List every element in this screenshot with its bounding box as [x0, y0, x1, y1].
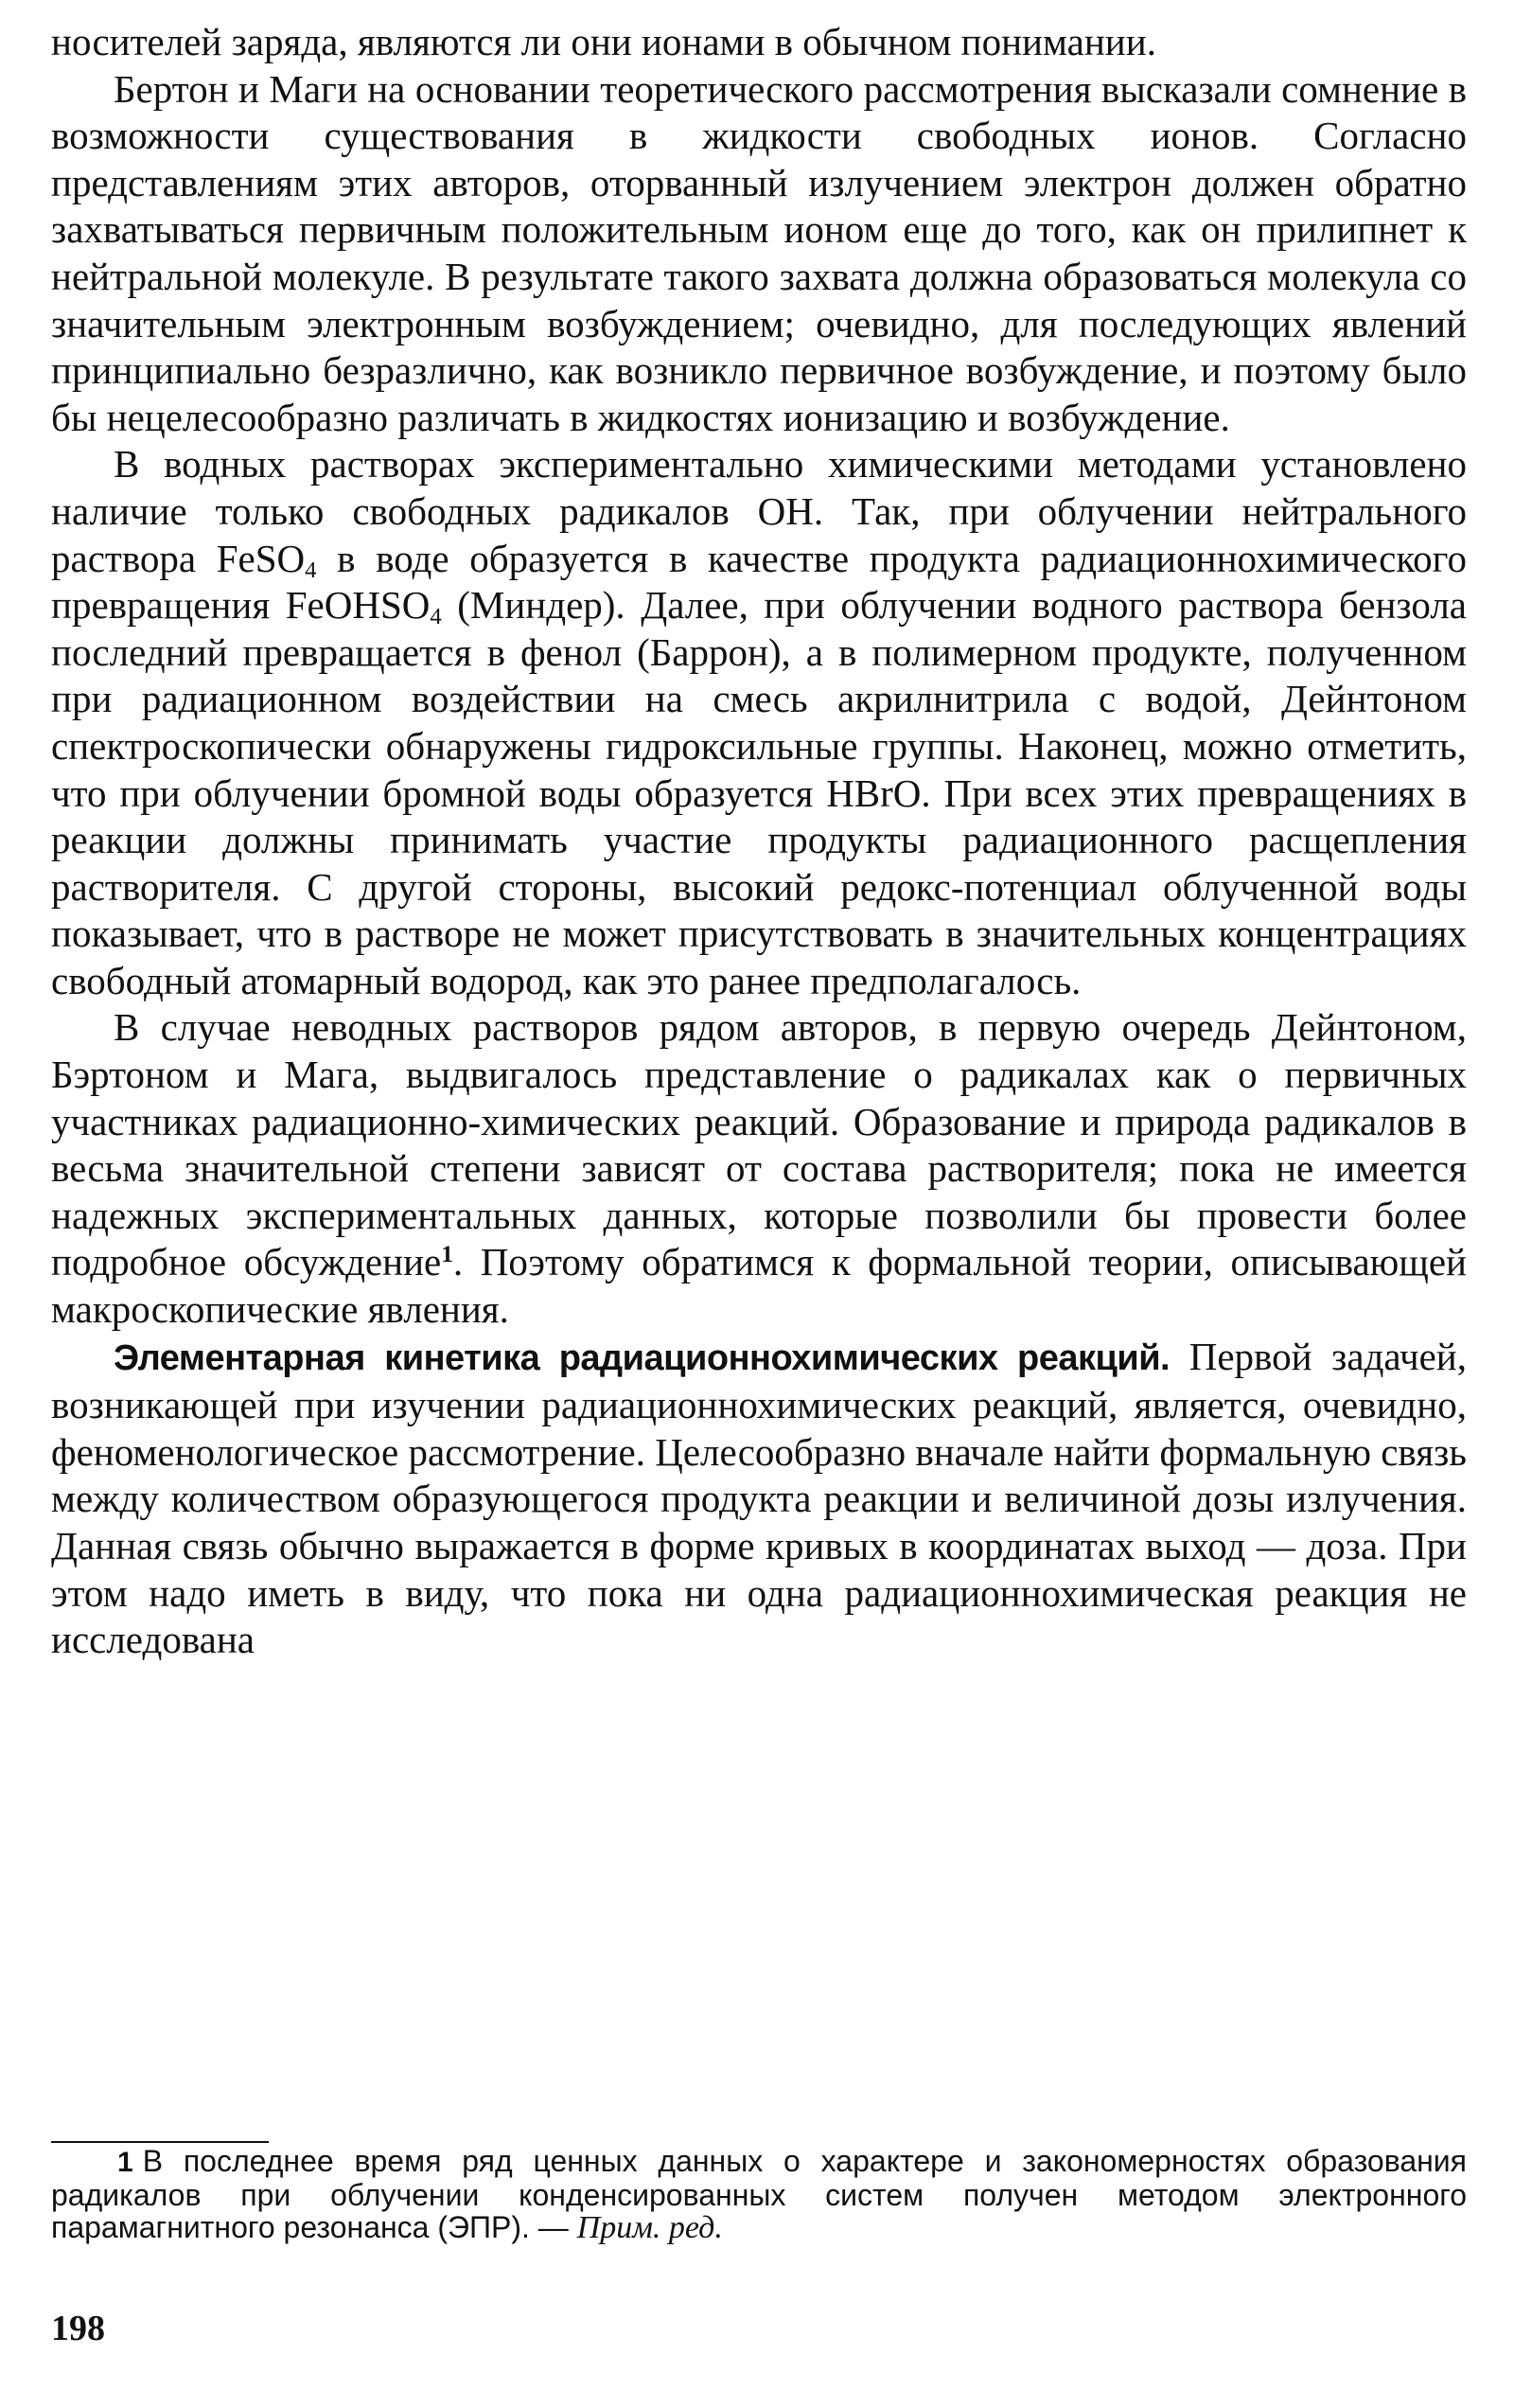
paragraph-text: в воде образуется в качестве продукта радиационнохимического превращения FeOHSO [51, 536, 1467, 628]
footnote-text: В последнее время ряд ценных данных о характере и закономерностях образования радикалов при облучении конденсированных систем получен методом электронного парамагнитного резонанса (ЭПР). — [51, 2144, 1467, 2244]
editor-note: Прим. ред. [576, 2210, 723, 2245]
paragraph-text: В случае неводных растворов рядом авторов, в первую очередь Дейнтоном, Бэртоном и Мага, выдвигалось представление о радикалах как о первичных участниках радиационно-химических реакций. Образование и природа радикалов в весьма значительной степени зависят от состава растворителя; пока не имеется надежных экспериментальных данных, которые позволили бы провести более подробное обсуждение [51, 1005, 1467, 1284]
paragraph-elementary-kinetics [51, 1334, 1467, 1664]
footnote [51, 2145, 1467, 2244]
footnote-divider [51, 2141, 269, 2143]
paragraph-burton-magee [51, 66, 1467, 442]
paragraph-text: Бертон и Маги на основании теоретического рассмотрения высказали сомнение в возможности существования в жидкости свободных ионов. Согласно представлениям этих авторов, оторванный излучением электрон должен обратно захватываться первичным положительным ионом еще до того, как он прилипнет к нейтральной молекуле. В результате такого захвата должна образоваться молекула со значительным электронным возбуждением; очевидно, для последующих явлений принципиально безразлично, как возникло первичное возбуждение, и поэтому было бы нецелесообразно различать в жидкостях ионизацию и возбуждение. [51, 66, 1467, 439]
subscript: 4 [430, 604, 442, 630]
paragraph-text: (Миндер). Далее, при облучении водного раствора бензола последний превращается в фенол (Баррон), а в полимерном продукте, полученном при радиационном воздействии на смесь акрилнитрила с водой, Дейнтоном спектроскопически обнаружены гидроксильные группы. Наконец, можно отметить, что при облучении бромной воды образуется HBrO. При всех этих превращениях в реакции должны принимать участие продукты радиационного расщепления растворителя. С другой стороны, высокий редокс-потенциал облученной воды показывает, что в растворе не может присутствовать в значительных концентрациях свободный атомарный водород, как это ранее предполагалось. [51, 583, 1467, 1002]
paragraph-aqueous-solutions [51, 441, 1467, 1004]
paragraph-text: В водных растворах экспериментально химическими методами установлено наличие только свободных радикалов OH. Так, при облучении нейтрального раствора FeSO [51, 442, 1467, 580]
paragraph-continuation [51, 19, 1467, 66]
paragraph-text: носителей заряда, являются ли они ионами в обычном понимании. [51, 20, 1156, 63]
paragraph-text: . Поэтому обратимся к формальной теории, описывающей макроскопические явления. [51, 1240, 1467, 1332]
section-heading: Элементарная кинетика радиационнохимических реакций. [114, 1337, 1171, 1378]
paragraph-nonaqueous-solutions [51, 1004, 1467, 1333]
footnote-reference: 1 [441, 1241, 453, 1268]
footnote-mark: 1 [117, 2147, 133, 2178]
paragraph-text: Первой задачей, возникающей при изучении радиационнохимических реакций, является, очевидно, феноменологическое рассмотрение. Целесообразно вначале найти формальную связь между количеством образующегося продукта реакции и величиной дозы излучения. Данная связь обычно выражается в форме кривых в координатах выход — доза. При этом надо иметь в виду, что пока ни одна радиационнохимическая реакция не исследована [51, 1334, 1467, 1662]
page-body [51, 19, 1467, 1664]
subscript: 4 [305, 557, 317, 583]
page-number: 198 [51, 2309, 105, 2348]
